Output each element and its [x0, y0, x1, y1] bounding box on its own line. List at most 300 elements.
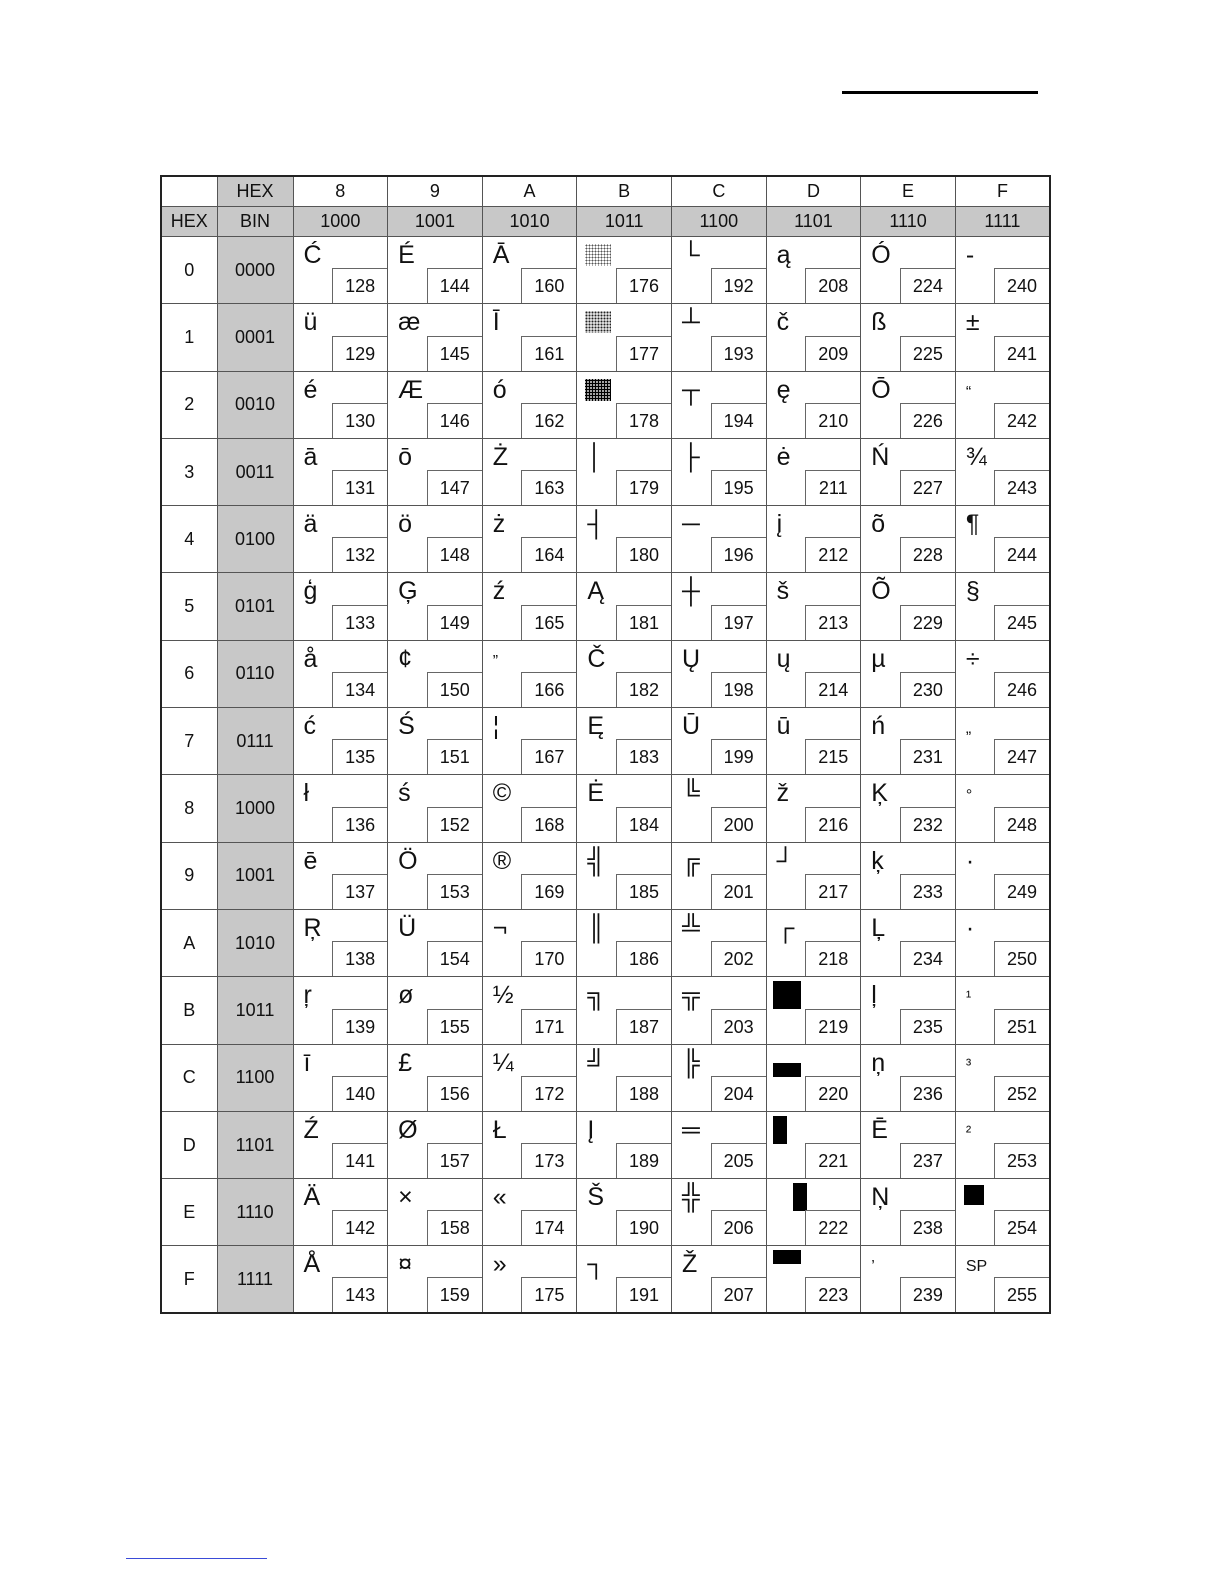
char-code: 143 [332, 1277, 387, 1312]
char-glyph: ä [303, 510, 318, 539]
char-cell [482, 842, 577, 909]
char-cell [388, 304, 483, 371]
char-code: 205 [711, 1143, 766, 1178]
char-code: 184 [616, 807, 671, 842]
char-glyph: Ź [303, 1115, 319, 1144]
row-hex-label: C [161, 1044, 217, 1111]
char-glyph: ¦ [492, 712, 500, 741]
char-cell [388, 775, 483, 842]
char-cell [388, 573, 483, 640]
char-code: 227 [900, 470, 955, 505]
char-code: 147 [427, 470, 482, 505]
char-cell [955, 909, 1050, 976]
char-glyph: ┴ [682, 308, 700, 337]
char-code: 140 [332, 1076, 387, 1111]
char-cell [577, 842, 672, 909]
char-glyph: Į [587, 1115, 595, 1144]
char-code: 180 [616, 537, 671, 572]
row-hex-label: 3 [161, 438, 217, 505]
char-glyph: ś [398, 779, 411, 808]
row-hex-label: 7 [161, 708, 217, 775]
char-glyph: Ņ [871, 1183, 890, 1212]
char-code: 224 [900, 268, 955, 303]
char-code: 254 [994, 1210, 1049, 1245]
row-bin-label: 1001 [217, 842, 293, 909]
char-code: 235 [900, 1009, 955, 1044]
char-code: 207 [711, 1277, 766, 1312]
char-code: 216 [805, 807, 860, 842]
char-glyph: ŗ [303, 981, 312, 1010]
char-cell [861, 640, 956, 707]
char-cell [577, 371, 672, 438]
char-code: 190 [616, 1210, 671, 1245]
char-glyph: Ö [398, 846, 418, 875]
char-code: 208 [805, 268, 860, 303]
char-cell [577, 909, 672, 976]
char-cell [672, 842, 767, 909]
column-bin-header: 1100 [672, 207, 767, 237]
char-glyph: Ų [682, 644, 701, 673]
char-code: 197 [711, 605, 766, 640]
char-glyph: ² [965, 1123, 972, 1141]
char-code: 131 [332, 470, 387, 505]
corner-cell [161, 176, 217, 207]
char-glyph: ü [303, 308, 318, 337]
column-bin-header: 1110 [861, 207, 956, 237]
char-cell [577, 237, 672, 304]
block-left-glyph [773, 1116, 787, 1144]
char-cell [293, 438, 388, 505]
char-cell [955, 977, 1050, 1044]
char-glyph: ─ [682, 510, 700, 539]
char-glyph: “ [965, 383, 972, 401]
char-cell [388, 237, 483, 304]
row-hex-label: 9 [161, 842, 217, 909]
char-glyph: Ó [871, 241, 891, 269]
char-cell [766, 506, 861, 573]
block-upper-glyph [773, 1250, 801, 1264]
char-code: 193 [711, 336, 766, 371]
char-code: 211 [805, 470, 860, 505]
char-glyph: ├ [682, 442, 700, 471]
char-code: 209 [805, 336, 860, 371]
char-glyph: SP [965, 1258, 988, 1276]
row-bin-label: 0111 [217, 708, 293, 775]
char-code: 154 [427, 941, 482, 976]
char-code: 171 [521, 1009, 576, 1044]
char-glyph: ā [303, 442, 318, 471]
char-code: 217 [805, 874, 860, 909]
char-glyph: © [492, 779, 512, 808]
column-hex-header: 8 [293, 176, 388, 207]
char-code: 229 [900, 605, 955, 640]
char-cell [766, 438, 861, 505]
char-cell [861, 438, 956, 505]
char-code: 214 [805, 672, 860, 707]
char-code: 238 [900, 1210, 955, 1245]
row-bin-label: 1110 [217, 1179, 293, 1246]
row-bin-label: 0001 [217, 304, 293, 371]
char-glyph: Ķ [871, 779, 888, 808]
char-code: 178 [616, 403, 671, 438]
char-code: 141 [332, 1143, 387, 1178]
char-cell [861, 1044, 956, 1111]
char-glyph: ┼ [682, 577, 700, 606]
char-code: 249 [994, 874, 1049, 909]
column-bin-header: 1011 [577, 207, 672, 237]
char-glyph: ╗ [587, 981, 606, 1010]
char-code: 139 [332, 1009, 387, 1044]
table-row [161, 304, 1050, 371]
char-code: 160 [521, 268, 576, 303]
char-cell [482, 573, 577, 640]
char-code: 145 [427, 336, 482, 371]
table-row [161, 237, 1050, 304]
char-cell [672, 1179, 767, 1246]
char-glyph: ī [303, 1048, 311, 1077]
char-code: 170 [521, 941, 576, 976]
char-code: 157 [427, 1143, 482, 1178]
char-cell [482, 237, 577, 304]
char-code: 240 [994, 268, 1049, 303]
char-code: 182 [616, 672, 671, 707]
block-right-glyph [793, 1183, 807, 1211]
char-cell [766, 1246, 861, 1313]
char-glyph: Ū [682, 712, 701, 741]
char-cell [293, 775, 388, 842]
char-code: 189 [616, 1143, 671, 1178]
char-glyph: ┐ [587, 1250, 606, 1279]
char-cell [672, 640, 767, 707]
block-square-glyph [964, 1185, 984, 1205]
char-code: 156 [427, 1076, 482, 1111]
row-hex-label: D [161, 1111, 217, 1178]
char-glyph: ═ [682, 1115, 700, 1144]
char-code: 165 [521, 605, 576, 640]
table-row [161, 371, 1050, 438]
char-code: 237 [900, 1143, 955, 1178]
column-bin-header: 1000 [293, 207, 388, 237]
char-cell [861, 1179, 956, 1246]
char-glyph: ß [871, 308, 887, 337]
char-code: 167 [521, 739, 576, 774]
char-glyph: Ę [587, 712, 605, 741]
char-code: 223 [805, 1277, 860, 1312]
char-code: 164 [521, 537, 576, 572]
row-bin-label: 1100 [217, 1044, 293, 1111]
row-hex-label: E [161, 1179, 217, 1246]
column-bin-header: 1010 [482, 207, 577, 237]
char-code: 146 [427, 403, 482, 438]
char-code: 226 [900, 403, 955, 438]
char-cell [577, 775, 672, 842]
char-glyph: É [398, 241, 415, 269]
char-glyph: ┘ [776, 846, 795, 875]
char-glyph: ¤ [398, 1250, 413, 1279]
char-code: 247 [994, 739, 1049, 774]
char-glyph: ń [871, 712, 886, 741]
char-cell [766, 304, 861, 371]
char-cell [577, 573, 672, 640]
char-cell [577, 304, 672, 371]
column-bin-header: 1101 [766, 207, 861, 237]
char-cell [861, 842, 956, 909]
char-glyph: └ [682, 241, 700, 269]
char-cell [388, 1044, 483, 1111]
char-glyph: ų [776, 644, 791, 673]
char-code: 158 [427, 1210, 482, 1245]
char-glyph: ż [492, 510, 506, 539]
char-glyph: ½ [492, 981, 514, 1010]
table-row [161, 909, 1050, 976]
char-code: 251 [994, 1009, 1049, 1044]
char-cell [672, 708, 767, 775]
char-glyph: č [776, 308, 790, 337]
char-glyph: Ł [492, 1115, 507, 1144]
char-code: 234 [900, 941, 955, 976]
char-code: 206 [711, 1210, 766, 1245]
row-bin-label: 1111 [217, 1246, 293, 1313]
column-hex-header: D [766, 176, 861, 207]
char-glyph: ┬ [682, 375, 700, 404]
footer-link-underline [126, 1558, 267, 1559]
char-glyph: « [492, 1183, 507, 1212]
char-glyph: ķ [871, 846, 884, 875]
char-cell [577, 438, 672, 505]
char-glyph: Ļ [871, 913, 886, 942]
char-cell [955, 1044, 1050, 1111]
char-code: 196 [711, 537, 766, 572]
table-row [161, 842, 1050, 909]
char-cell [861, 775, 956, 842]
row-bin-label: 0011 [217, 438, 293, 505]
char-cell [293, 909, 388, 976]
char-glyph: ł [303, 779, 310, 808]
char-code: 179 [616, 470, 671, 505]
char-code: 244 [994, 537, 1049, 572]
table-row [161, 1044, 1050, 1111]
char-cell [672, 775, 767, 842]
char-code: 173 [521, 1143, 576, 1178]
char-glyph: ć [303, 712, 316, 741]
char-code: 187 [616, 1009, 671, 1044]
char-glyph: å [303, 644, 318, 673]
char-code: 245 [994, 605, 1049, 640]
char-cell [861, 1111, 956, 1178]
char-glyph: ¼ [492, 1048, 514, 1077]
char-code: 148 [427, 537, 482, 572]
code-page-table [160, 175, 1051, 1314]
char-glyph: ┤ [587, 510, 606, 539]
char-code: 200 [711, 807, 766, 842]
char-cell [672, 1044, 767, 1111]
char-glyph: ō [398, 442, 413, 471]
column-bin-header: 1001 [388, 207, 483, 237]
char-code: 188 [616, 1076, 671, 1111]
table-row [161, 573, 1050, 640]
row-bin-label: 0100 [217, 506, 293, 573]
char-cell [388, 1179, 483, 1246]
char-glyph: ¾ [965, 442, 987, 471]
char-cell [766, 1179, 861, 1246]
char-code: 203 [711, 1009, 766, 1044]
char-cell [861, 909, 956, 976]
bin-column-label: BIN [217, 207, 293, 237]
char-glyph: - [965, 241, 975, 269]
char-code: 243 [994, 470, 1049, 505]
char-cell [293, 1179, 388, 1246]
char-cell [672, 909, 767, 976]
char-code: 233 [900, 874, 955, 909]
char-cell [388, 1246, 483, 1313]
char-glyph: į [776, 510, 783, 539]
char-cell [672, 1111, 767, 1178]
char-cell [293, 1246, 388, 1313]
char-code: 204 [711, 1076, 766, 1111]
char-cell [577, 1111, 672, 1178]
char-glyph: ¬ [492, 913, 508, 942]
char-code: 252 [994, 1076, 1049, 1111]
char-cell [482, 1179, 577, 1246]
char-glyph: Ø [398, 1115, 418, 1144]
row-hex-label: F [161, 1246, 217, 1313]
char-glyph: ą [776, 241, 791, 269]
char-cell [955, 506, 1050, 573]
row-hex-label: 5 [161, 573, 217, 640]
char-cell [577, 708, 672, 775]
char-cell [672, 237, 767, 304]
row-hex-label: A [161, 909, 217, 976]
char-cell [861, 977, 956, 1044]
char-glyph: ģ [303, 577, 318, 606]
char-cell [766, 977, 861, 1044]
char-code: 198 [711, 672, 766, 707]
char-glyph: š [776, 577, 790, 606]
char-cell [672, 1246, 767, 1313]
char-cell [293, 237, 388, 304]
char-glyph: Å [303, 1250, 321, 1279]
char-glyph: ╦ [682, 981, 700, 1010]
char-code: 172 [521, 1076, 576, 1111]
char-code: 195 [711, 470, 766, 505]
char-code: 155 [427, 1009, 482, 1044]
char-code: 232 [900, 807, 955, 842]
char-code: 149 [427, 605, 482, 640]
char-glyph: ¶ [965, 510, 980, 539]
char-cell [293, 640, 388, 707]
char-code: 194 [711, 403, 766, 438]
row-hex-label: B [161, 977, 217, 1044]
char-code: 137 [332, 874, 387, 909]
char-glyph: ū [776, 712, 791, 741]
column-hex-header: A [482, 176, 577, 207]
char-cell [388, 842, 483, 909]
char-code: 151 [427, 739, 482, 774]
table-row [161, 775, 1050, 842]
char-cell [388, 708, 483, 775]
char-code: 239 [900, 1277, 955, 1312]
char-code: 136 [332, 807, 387, 842]
char-cell [388, 1111, 483, 1178]
column-hex-header: B [577, 176, 672, 207]
char-cell [955, 1111, 1050, 1178]
char-cell [672, 573, 767, 640]
char-code: 225 [900, 336, 955, 371]
table-row [161, 1246, 1050, 1313]
row-bin-label: 0110 [217, 640, 293, 707]
char-glyph: Ą [587, 577, 605, 606]
char-glyph: · [965, 913, 975, 942]
char-cell [388, 438, 483, 505]
table-row [161, 708, 1050, 775]
char-glyph: Ō [871, 375, 891, 404]
column-hex-header: C [672, 176, 767, 207]
char-glyph: ╬ [682, 1183, 700, 1212]
char-cell [388, 371, 483, 438]
char-cell [672, 371, 767, 438]
table-row [161, 977, 1050, 1044]
char-code: 255 [994, 1277, 1049, 1312]
char-cell [766, 573, 861, 640]
row-bin-label: 0010 [217, 371, 293, 438]
char-glyph: · [965, 846, 975, 875]
char-cell [482, 371, 577, 438]
char-glyph: ņ [871, 1048, 886, 1077]
top-rule [842, 91, 1038, 94]
char-glyph: Ü [398, 913, 417, 942]
char-cell [766, 775, 861, 842]
char-glyph: ° [965, 787, 973, 805]
char-glyph: ¢ [398, 644, 413, 673]
row-bin-label: 1010 [217, 909, 293, 976]
char-glyph: Ć [303, 241, 322, 269]
char-glyph: µ [871, 644, 886, 673]
char-cell [482, 640, 577, 707]
char-code: 144 [427, 268, 482, 303]
char-code: 199 [711, 739, 766, 774]
char-code: 248 [994, 807, 1049, 842]
char-glyph: ę [776, 375, 791, 404]
column-hex-header: E [861, 176, 956, 207]
char-code: 134 [332, 672, 387, 707]
char-glyph: ź [492, 577, 506, 606]
char-glyph: Č [587, 644, 606, 673]
char-cell [766, 708, 861, 775]
table-row [161, 506, 1050, 573]
char-cell [482, 304, 577, 371]
char-code: 152 [427, 807, 482, 842]
char-cell [577, 1179, 672, 1246]
char-glyph: ╠ [682, 1048, 700, 1077]
char-cell [766, 371, 861, 438]
char-code: 175 [521, 1277, 576, 1312]
char-glyph: ö [398, 510, 413, 539]
char-glyph: æ [398, 308, 421, 337]
char-code: 236 [900, 1076, 955, 1111]
char-glyph: Ś [398, 712, 415, 741]
char-cell [293, 1044, 388, 1111]
char-glyph: ė [776, 442, 791, 471]
char-cell [672, 506, 767, 573]
char-glyph: Ä [303, 1183, 321, 1212]
char-glyph: │ [587, 442, 603, 471]
char-code: 181 [616, 605, 671, 640]
char-code: 250 [994, 941, 1049, 976]
char-glyph: × [398, 1183, 413, 1212]
char-code: 130 [332, 403, 387, 438]
char-code: 135 [332, 739, 387, 774]
char-cell [482, 708, 577, 775]
